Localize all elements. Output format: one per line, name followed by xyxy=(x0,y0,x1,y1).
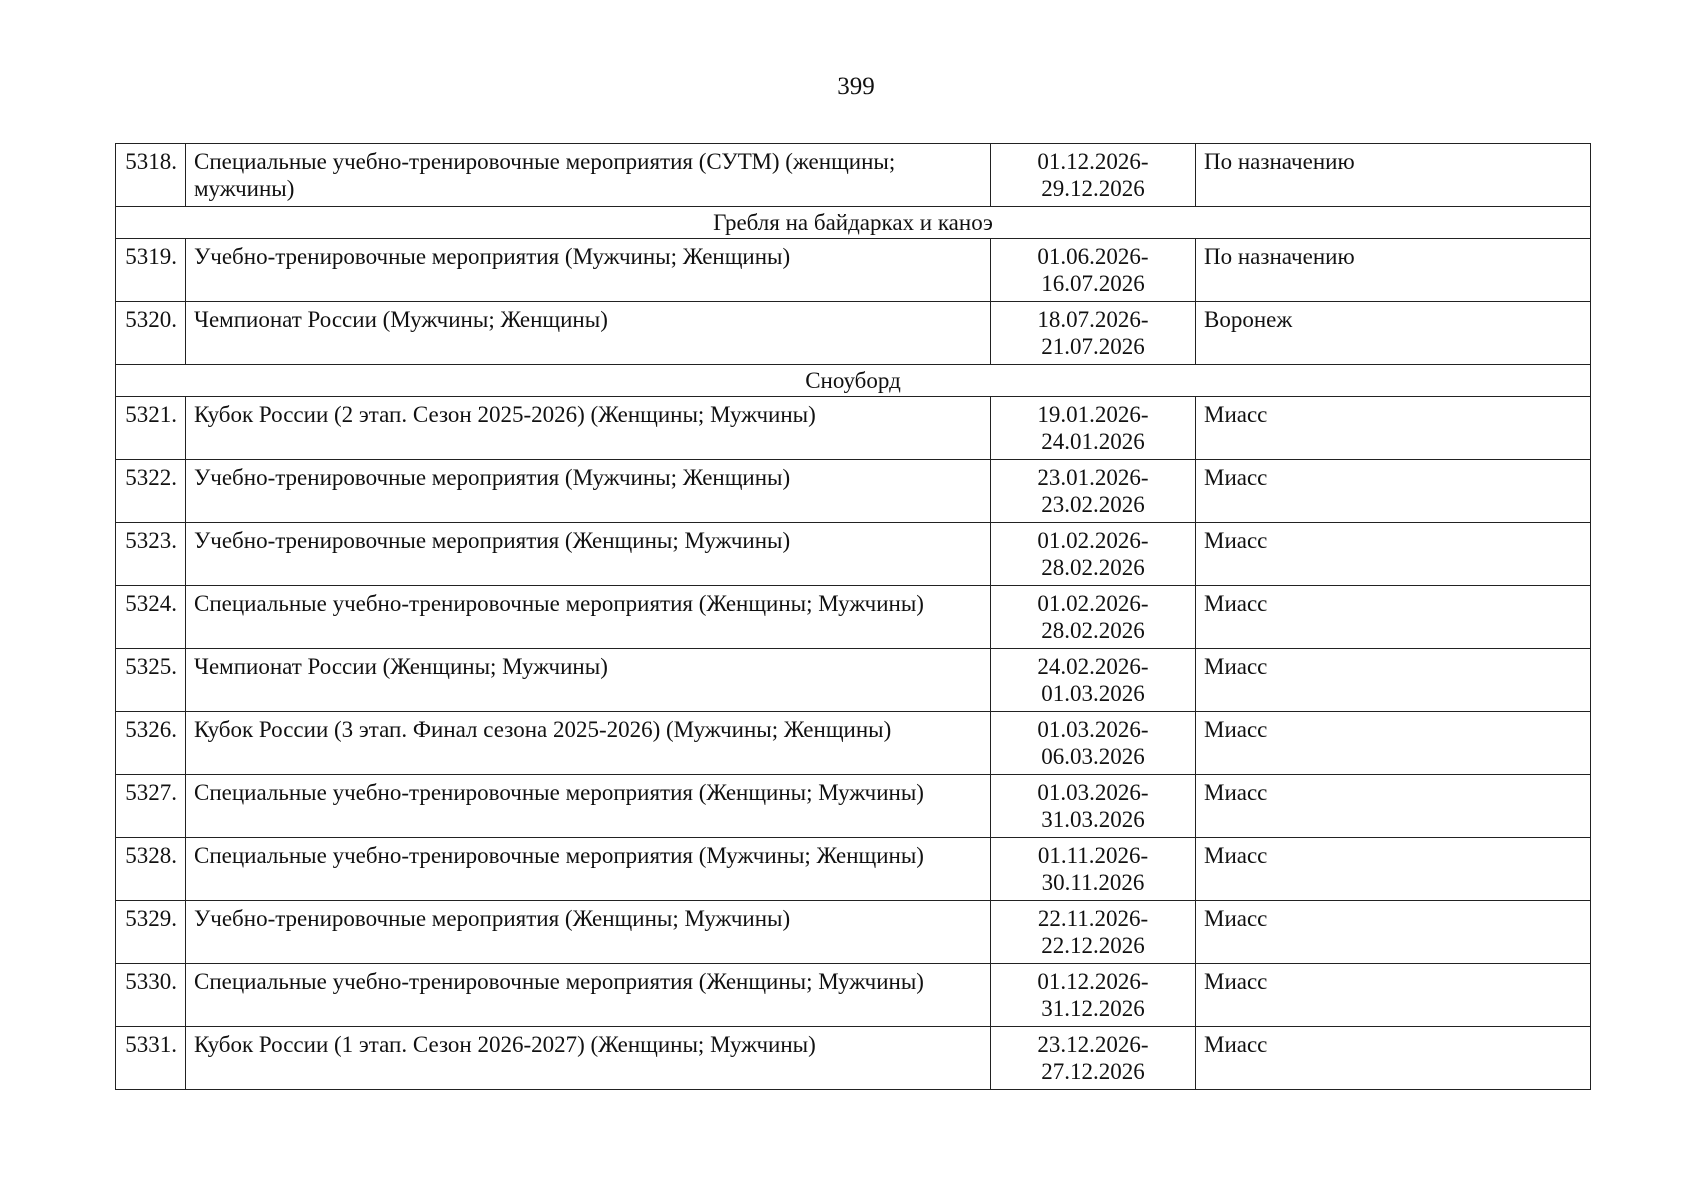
date-start: 19.01.2026- xyxy=(1037,402,1149,427)
event-place: Миасс xyxy=(1196,901,1591,964)
event-dates xyxy=(991,302,1196,365)
row-number: 5330. xyxy=(116,964,186,1027)
event-name: Специальные учебно-тренировочные мероприятия (Женщины; Мужчины) xyxy=(186,775,991,838)
date-end: 28.02.2026 xyxy=(1041,618,1145,643)
row-number: 5319. xyxy=(116,239,186,302)
section-title: Гребля на байдарках и каноэ xyxy=(116,207,1591,239)
section-title: Сноуборд xyxy=(116,365,1591,397)
event-name: Чемпионат России (Женщины; Мужчины) xyxy=(186,649,991,712)
event-place: Миасс xyxy=(1196,838,1591,901)
date-start: 22.11.2026- xyxy=(1037,906,1149,931)
event-name: Учебно-тренировочные мероприятия (Мужчины; Женщины) xyxy=(186,239,991,302)
table-row xyxy=(116,144,1591,207)
table-row xyxy=(116,302,1591,365)
table-row xyxy=(116,649,1591,712)
row-number: 5318. xyxy=(116,144,186,207)
table-row xyxy=(116,239,1591,302)
table-row xyxy=(116,964,1591,1027)
event-dates xyxy=(991,397,1196,460)
event-dates xyxy=(991,901,1196,964)
date-end: 16.07.2026 xyxy=(1041,271,1145,296)
event-dates xyxy=(991,838,1196,901)
table-row xyxy=(116,838,1591,901)
date-end: 22.12.2026 xyxy=(1041,933,1145,958)
event-place: Воронеж xyxy=(1196,302,1591,365)
date-start: 01.02.2026- xyxy=(1037,591,1149,616)
date-start: 01.11.2026- xyxy=(1037,843,1149,868)
event-name: Специальные учебно-тренировочные мероприятия (СУТМ) (женщины; мужчины) xyxy=(186,144,991,207)
date-end: 24.01.2026 xyxy=(1041,429,1145,454)
table-row xyxy=(116,712,1591,775)
date-end: 30.11.2026 xyxy=(1041,870,1145,895)
page-number: 399 xyxy=(837,73,875,100)
row-number: 5326. xyxy=(116,712,186,775)
row-number: 5325. xyxy=(116,649,186,712)
event-dates xyxy=(991,523,1196,586)
event-name: Учебно-тренировочные мероприятия (Женщины; Мужчины) xyxy=(186,901,991,964)
event-place: Миасс xyxy=(1196,964,1591,1027)
row-number: 5321. xyxy=(116,397,186,460)
date-end: 31.03.2026 xyxy=(1041,807,1145,832)
table-row xyxy=(116,775,1591,838)
event-name: Специальные учебно-тренировочные мероприятия (Мужчины; Женщины) xyxy=(186,838,991,901)
event-dates xyxy=(991,586,1196,649)
row-number: 5324. xyxy=(116,586,186,649)
event-place: Миасс xyxy=(1196,712,1591,775)
event-dates xyxy=(991,239,1196,302)
date-end: 28.02.2026 xyxy=(1041,555,1145,580)
date-start: 01.03.2026- xyxy=(1037,780,1149,805)
event-dates xyxy=(991,144,1196,207)
event-name: Учебно-тренировочные мероприятия (Женщины; Мужчины) xyxy=(186,523,991,586)
date-end: 31.12.2026 xyxy=(1041,996,1145,1021)
date-end: 21.07.2026 xyxy=(1041,334,1145,359)
table-row xyxy=(116,523,1591,586)
event-name: Кубок России (2 этап. Сезон 2025-2026) (Женщины; Мужчины) xyxy=(186,397,991,460)
table-row xyxy=(116,1027,1591,1090)
event-name: Кубок России (1 этап. Сезон 2026-2027) (Женщины; Мужчины) xyxy=(186,1027,991,1090)
event-place: По назначению xyxy=(1196,144,1591,207)
date-start: 01.06.2026- xyxy=(1037,244,1149,269)
event-name: Учебно-тренировочные мероприятия (Мужчины; Женщины) xyxy=(186,460,991,523)
section-header-row xyxy=(116,207,1591,239)
date-end: 29.12.2026 xyxy=(1041,176,1145,201)
row-number: 5320. xyxy=(116,302,186,365)
row-number: 5327. xyxy=(116,775,186,838)
section-header-row xyxy=(116,365,1591,397)
date-start: 23.01.2026- xyxy=(1037,465,1149,490)
date-end: 27.12.2026 xyxy=(1041,1059,1145,1084)
events-table xyxy=(115,143,1591,1090)
event-dates xyxy=(991,964,1196,1027)
event-place: Миасс xyxy=(1196,523,1591,586)
events-table-body xyxy=(116,144,1591,1090)
row-number: 5322. xyxy=(116,460,186,523)
table-row xyxy=(116,460,1591,523)
event-name: Специальные учебно-тренировочные мероприятия (Женщины; Мужчины) xyxy=(186,586,991,649)
row-number: 5323. xyxy=(116,523,186,586)
date-start: 23.12.2026- xyxy=(1037,1032,1149,1057)
event-dates xyxy=(991,775,1196,838)
table-row xyxy=(116,586,1591,649)
date-start: 01.02.2026- xyxy=(1037,528,1149,553)
row-number: 5328. xyxy=(116,838,186,901)
date-end: 06.03.2026 xyxy=(1041,744,1145,769)
row-number: 5329. xyxy=(116,901,186,964)
date-start: 18.07.2026- xyxy=(1037,307,1149,332)
event-dates xyxy=(991,1027,1196,1090)
date-start: 01.12.2026- xyxy=(1037,149,1149,174)
date-start: 01.12.2026- xyxy=(1037,969,1149,994)
event-dates xyxy=(991,460,1196,523)
event-place: Миасс xyxy=(1196,649,1591,712)
event-place: Миасс xyxy=(1196,397,1591,460)
date-start: 24.02.2026- xyxy=(1037,654,1149,679)
event-name: Чемпионат России (Мужчины; Женщины) xyxy=(186,302,991,365)
date-end: 23.02.2026 xyxy=(1041,492,1145,517)
event-place: По назначению xyxy=(1196,239,1591,302)
event-dates xyxy=(991,712,1196,775)
table-row xyxy=(116,901,1591,964)
event-place: Миасс xyxy=(1196,775,1591,838)
event-place: Миасс xyxy=(1196,460,1591,523)
event-place: Миасс xyxy=(1196,1027,1591,1090)
event-place: Миасс xyxy=(1196,586,1591,649)
event-name: Специальные учебно-тренировочные мероприятия (Женщины; Мужчины) xyxy=(186,964,991,1027)
date-end: 01.03.2026 xyxy=(1041,681,1145,706)
event-dates xyxy=(991,649,1196,712)
table-row xyxy=(116,397,1591,460)
event-name: Кубок России (3 этап. Финал сезона 2025-2026) (Мужчины; Женщины) xyxy=(186,712,991,775)
row-number: 5331. xyxy=(116,1027,186,1090)
date-start: 01.03.2026- xyxy=(1037,717,1149,742)
